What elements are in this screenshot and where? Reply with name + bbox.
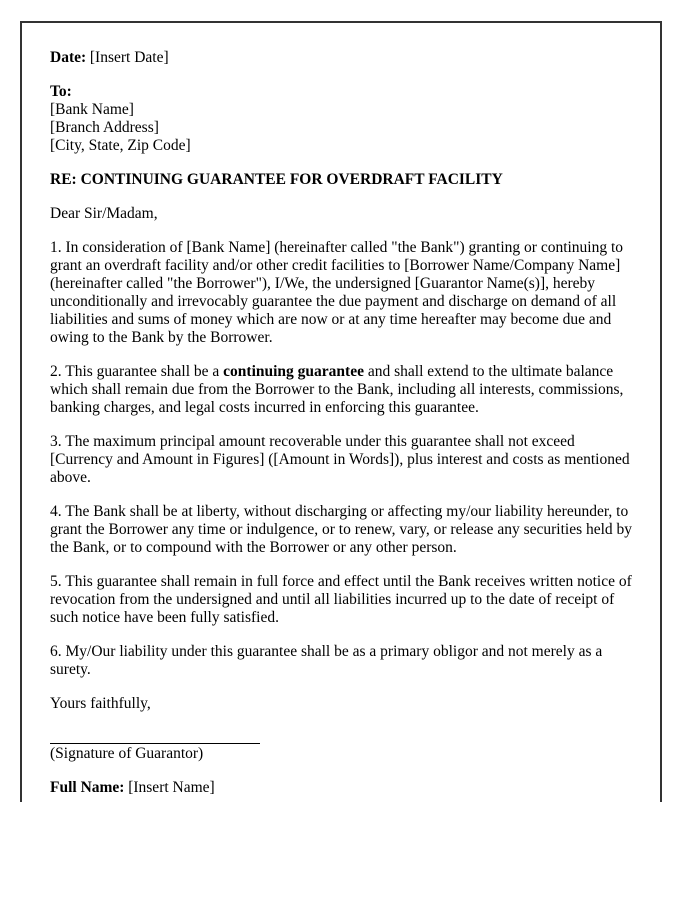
clause-2-bold-term: continuing guarantee — [223, 363, 364, 380]
clause-2-suffix: and shall extend to the ultimate balance which shall remain due from the Borrower to the Bank, including all interests, commissions, banking charges, and legal costs incurred in enforcing this guarantee. — [50, 363, 624, 416]
clause-2 — [50, 363, 633, 417]
full-name-value: [Insert Name] — [128, 779, 215, 796]
clause-4: 4. The Bank shall be at liberty, without discharging or affecting my/our liability hereunder, to grant the Borrower any time or indulgence, or to renew, vary, or release any securities held by the Bank, or to compound with the Borrower or any other person. — [50, 503, 633, 556]
closing: Yours faithfully, — [50, 695, 151, 712]
recipient-bank-name: [Bank Name] — [50, 101, 134, 118]
recipient-branch-address: [Branch Address] — [50, 119, 159, 136]
clause-1: 1. In consideration of [Bank Name] (hereinafter called "the Bank") granting or continuing to grant an overdraft facility and/or other credit facilities to [Borrower Name/Company Name] (hereinafter called "the Borrower"), I/We, the undersigned [Guarantor Name(s)], hereby unconditionally and irrevocably guarantee the due payment and discharge on demand of all liabilities and sums of money which are now or at any time hereafter may become due and owing to the Bank by the Borrower. — [50, 239, 624, 346]
letter-frame — [20, 21, 662, 802]
signature-line — [50, 743, 260, 744]
clause-5: 5. This guarantee shall remain in full force and effect until the Bank receives written notice of revocation from the undersigned and until all liabilities incurred up to the date of receipt of such notice have been fully satisfied. — [50, 573, 632, 626]
clause-6: 6. My/Our liability under this guarantee shall be as a primary obligor and not merely as a surety. — [50, 643, 603, 678]
clause-3: 3. The maximum principal amount recoverable under this guarantee shall not exceed [Currency and Amount in Figures] ([Amount in Words]), plus interest and costs as mentioned above. — [50, 433, 630, 486]
recipient-city-state-zip: [City, State, Zip Code] — [50, 137, 191, 154]
recipient-label: To: — [50, 83, 72, 100]
recipient-block — [50, 83, 633, 155]
date-line — [50, 49, 633, 67]
clause-2-prefix: 2. This guarantee shall be a — [50, 363, 224, 380]
subject-line: RE: CONTINUING GUARANTEE FOR OVERDRAFT FACILITY — [50, 171, 503, 188]
signature-caption: (Signature of Guarantor) — [50, 745, 204, 762]
full-name-line — [50, 779, 633, 797]
date-value: [Insert Date] — [89, 49, 169, 66]
date-label: Date: — [50, 49, 87, 66]
salutation: Dear Sir/Madam, — [50, 205, 158, 222]
full-name-label: Full Name: — [50, 779, 125, 796]
